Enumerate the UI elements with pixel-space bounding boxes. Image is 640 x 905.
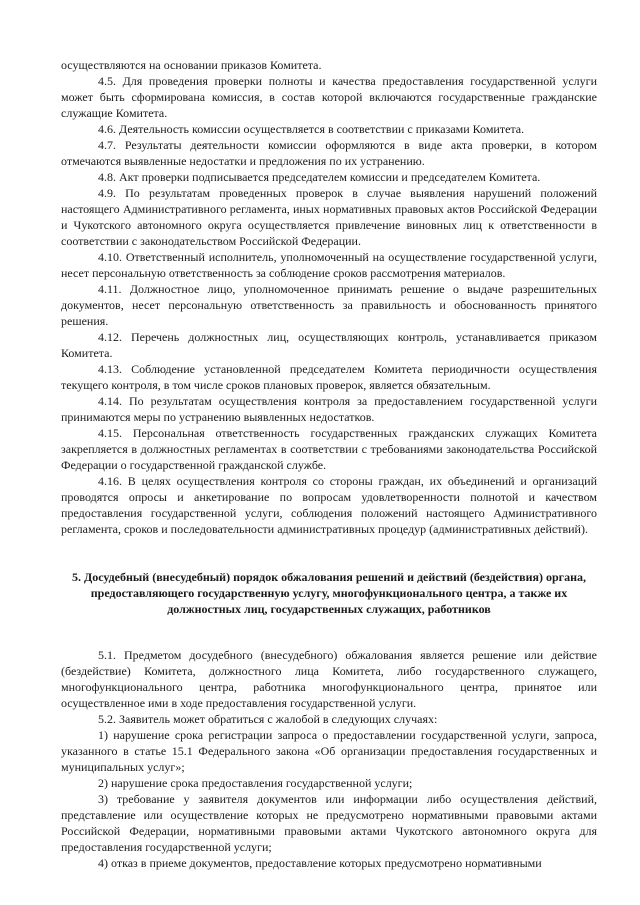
paragraph: 4.12. Перечень должностных лиц, осуществляющих контроль, устанавливается приказом Комитета. [61, 330, 597, 360]
paragraph: осуществляются на основании приказов Комитета. [61, 58, 322, 72]
section-gap [61, 617, 597, 647]
paragraph: 4.5. Для проведения проверки полноты и качества предоставления государственной услуги может быть сформирована комиссия, в состав которой включаются государственные гражданские служащие Комитета. [61, 74, 597, 120]
paragraph: 2) нарушение срока предоставления государственной услуги; [98, 776, 413, 790]
document-body [61, 57, 597, 871]
paragraph: 5.2. Заявитель может обратиться с жалобой в следующих случаях: [98, 712, 438, 726]
paragraph: 4.11. Должностное лицо, уполномоченное принимать решение о выдаче разрешительных документов, несет персональную ответственность за правильность и обоснованность принятого решения. [61, 282, 597, 328]
paragraph: 4.9. По результатам проведенных проверок в случае выявления нарушений положений настоящего Административного регламента, иных нормативных правовых актов Российской Федерации и Чукотского автономного округа осуществляется привлечение виновных лиц к ответственности в соответствии с законодательством Российской Федерации. [61, 186, 597, 248]
paragraph: 4.14. По результатам осуществления контроля за предоставлением государственной услуги принимаются меры по устранению выявленных недостатков. [61, 394, 597, 424]
paragraph: 4.10. Ответственный исполнитель, уполномоченный на осуществление государственной услуги, несет персональную ответственность за соблюдение сроков рассмотрения материалов. [61, 250, 597, 280]
section-heading: 5. Досудебный (внесудебный) порядок обжалования решений и действий (бездействия) органа, предоставляющего государственную услугу, многофункционального центра, а также их должностных лиц, государственных служащих, работников [71, 570, 587, 616]
paragraph: 4) отказ в приеме документов, предоставление которых предусмотрено нормативными [98, 856, 542, 870]
paragraph: 4.6. Деятельность комиссии осуществляется в соответствии с приказами Комитета. [98, 122, 525, 136]
paragraph: 5.1. Предметом досудебного (внесудебного) обжалования является решение или действие (бездействие) Комитета, должностного лица Комитета, либо государственного служащего, многофункционального центра, работника многофункционального центра, принятое или осуществленное ими в ходе предоставления государственной услуги. [61, 648, 597, 710]
paragraph: 4.15. Персональная ответственность государственных гражданских служащих Комитета закрепляется в должностных регламентах в соответствии с требованиями законодательства Российской Федерации о государственной гражданской службе. [61, 426, 597, 472]
paragraph: 1) нарушение срока регистрации запроса о предоставлении государственной услуги, запроса, указанного в статье 15.1 Федерального закона «Об организации предоставления государственных и муниципальных услуг»; [61, 728, 597, 774]
paragraphs-after [61, 647, 597, 871]
paragraph: 4.16. В целях осуществления контроля со стороны граждан, их объединений и организаций проводятся опросы и анкетирование по вопросам удовлетворенности полнотой и качеством предоставления государственной услуги, соблюдения положений настоящего Административного регламента, сроков и последовательности административных процедур (административных действий). [61, 474, 597, 536]
paragraph: 3) требование у заявителя документов или информации либо осуществления действий, представление или осуществление которых не предусмотрено нормативными правовыми актами Российской Федерации, нормативными правовыми актами Чукотского автономного округа для предоставления государственной услуги; [61, 792, 597, 854]
paragraph: 4.8. Акт проверки подписывается председателем комиссии и председателем Комитета. [98, 170, 541, 184]
paragraph: 4.7. Результаты деятельности комиссии оформляются в виде акта проверки, в котором отмечаются выявленные недостатки и предложения по их устранению. [61, 138, 597, 168]
paragraph: 4.13. Соблюдение установленной председателем Комитета периодичности осуществления текущего контроля, в том числе сроков плановых проверок, является обязательным. [61, 362, 597, 392]
paragraphs-before [61, 57, 597, 537]
